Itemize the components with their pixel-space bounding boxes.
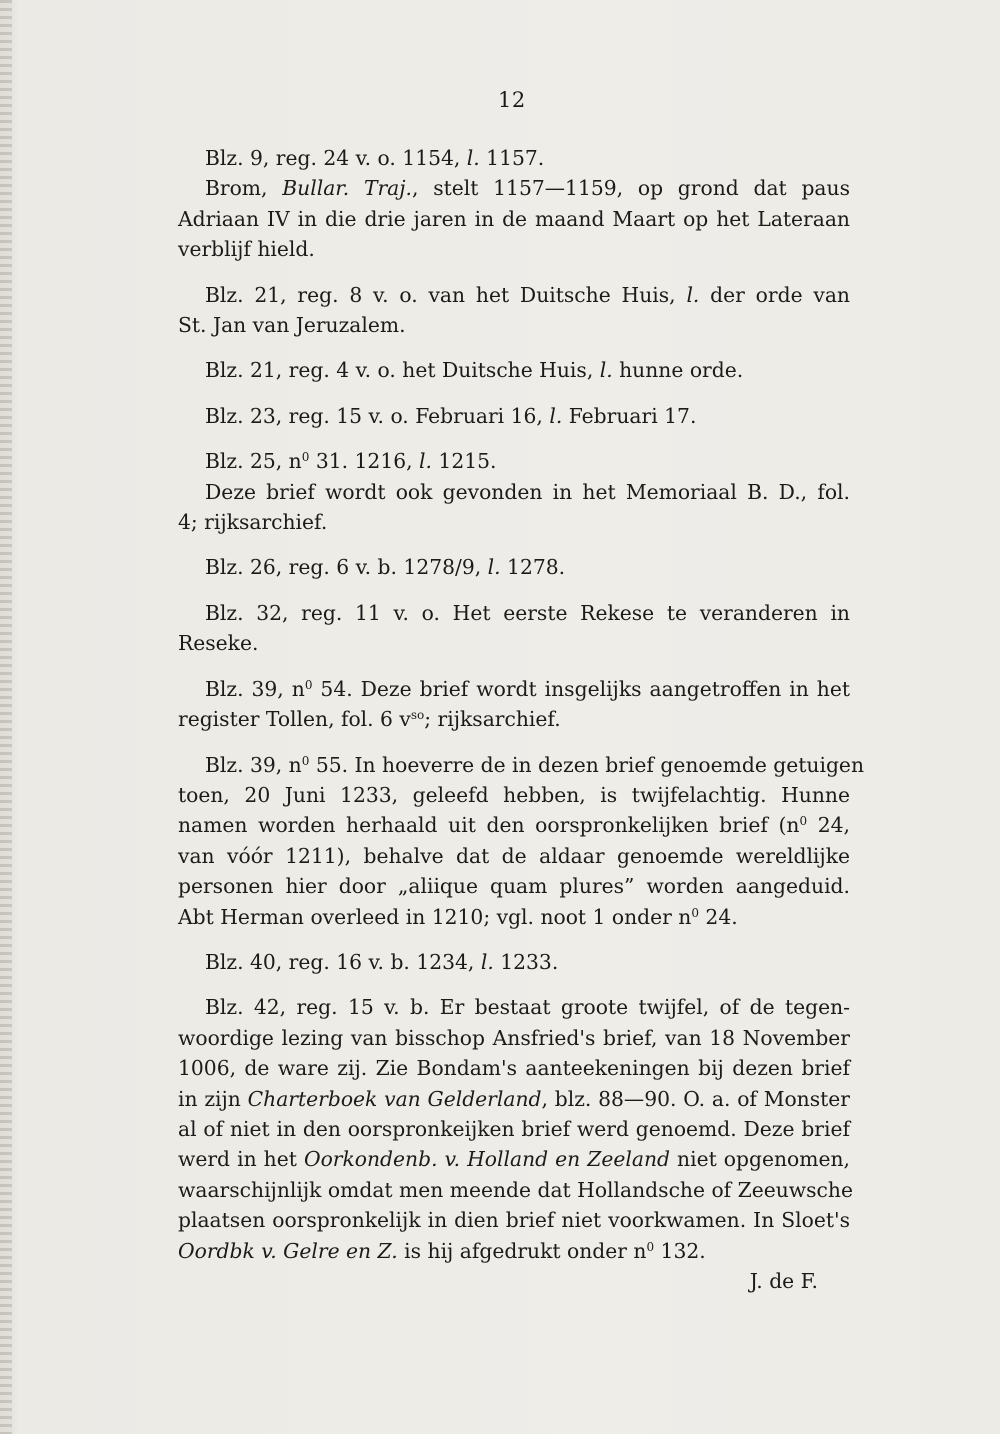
entry-line: Blz. 23, reg. 15 v. o. Februari 16, l. Februari 17. xyxy=(205,403,697,428)
entry-line: Blz. 39, $n^0$ 54. Deze brief wordt insgelijks aangetroffen in het xyxy=(205,676,851,701)
entry-line: Blz. 39, $n^0$ 55. In hoeverre de in dezen brief genoemde getuigen xyxy=(205,752,864,777)
entry-line: Adriaan IV in die drie jaren in de maand Maart op het Lateraan xyxy=(178,206,850,231)
errata-entry xyxy=(178,280,850,341)
entry-line: Blz. 32, reg. 11 v. o. Het eerste Rekese te veranderen in xyxy=(205,600,850,625)
errata-entry xyxy=(178,552,850,582)
entry-line: Blz. 21, reg. 8 v. o. van het Duitsche Huis, l. der orde van xyxy=(205,282,850,307)
entry-line: Blz. 9, reg. 24 v. o. 1154, l. 1157. xyxy=(205,146,545,170)
entry-line: al of niet in den oorspronkeijken brief werd genoemd. Deze brief xyxy=(178,1116,850,1141)
entry-line: Blz. 21, reg. 4 v. o. het Duitsche Huis, l. hunne orde. xyxy=(205,358,744,383)
entry-line: toen, 20 Juni 1233, geleefd hebben, is twijfelachtig. Hunne xyxy=(178,782,850,807)
entry-line: Blz. 26, reg. 6 v. b. 1278/9, l. 1278. xyxy=(205,555,566,580)
errata-entry xyxy=(178,143,850,265)
errata-entry xyxy=(178,355,850,385)
entry-line: Brom, Bullar. Traj., stelt 1157—1159, op grond dat paus xyxy=(205,176,850,201)
entry-line: Oordbk v. Gelre en Z. is hij afgedrukt onder $n^0$ 132. xyxy=(178,1238,706,1263)
entry-line: Reseke. xyxy=(178,631,259,656)
entry-line: 1006, de ware zij. Zie Bondam's aanteekeningen bij dezen brief xyxy=(178,1056,850,1081)
entry-line: Blz. 42, reg. 15 v. b. Er bestaat groote twijfel, of de tegen- xyxy=(205,995,850,1020)
entry-line: register Tollen, fol. 6 $v^{so}$; rijksarchief. xyxy=(178,707,561,732)
binding-edge xyxy=(0,0,12,1434)
errata-entry xyxy=(178,992,853,1296)
signature: J. de F. xyxy=(749,1269,818,1293)
entry-line: werd in het Oorkondenb. v. Holland en Zeeland niet opgenomen, xyxy=(178,1147,850,1172)
entry-line: Deze brief wordt ook gevonden in het Memoriaal B. D., fol. xyxy=(205,479,850,504)
entry-line: Blz. 40, reg. 16 v. b. 1234, l. 1233. xyxy=(205,949,559,974)
entry-line: St. Jan van Jeruzalem. xyxy=(178,313,406,338)
entry-line: Abt Herman overleed in 1210; vgl. noot 1 onder $n^0$ 24. xyxy=(178,904,738,929)
entry-line: plaatsen oorspronkelijk in dien brief niet voorkwamen. In Sloet's xyxy=(178,1208,850,1233)
page-number: 12 xyxy=(498,88,526,112)
entry-line: waarschijnlijk omdat men meende dat Hollandsche of Zeeuwsche xyxy=(178,1177,853,1202)
entry-line: namen worden herhaald uit den oorspronkelijken brief ($n^0$ 24, xyxy=(178,813,850,838)
entry-line: in zijn Charterboek van Gelderland, blz. 88—90. O. a. of Monster xyxy=(178,1086,850,1111)
errata-entry xyxy=(178,446,850,537)
errata-text xyxy=(178,143,864,1311)
entry-line: woordige lezing van bisschop Ansfried's brief, van 18 November xyxy=(178,1025,850,1050)
errata-entry xyxy=(178,947,850,977)
entry-line: Blz. 25, $n^0$ 31. 1216, l. 1215. xyxy=(205,449,497,474)
errata-entry xyxy=(178,598,850,659)
entry-line: verblijf hield. xyxy=(178,237,315,262)
errata-entry xyxy=(178,674,850,735)
errata-entry xyxy=(178,750,864,932)
entry-line: van vóór 1211), behalve dat de aldaar genoemde wereldlijke xyxy=(178,843,850,868)
entry-line: 4; rijksarchief. xyxy=(178,510,328,535)
entry-line: personen hier door „aliique quam plures” worden aangeduid. xyxy=(178,874,850,899)
errata-entry xyxy=(178,401,850,431)
